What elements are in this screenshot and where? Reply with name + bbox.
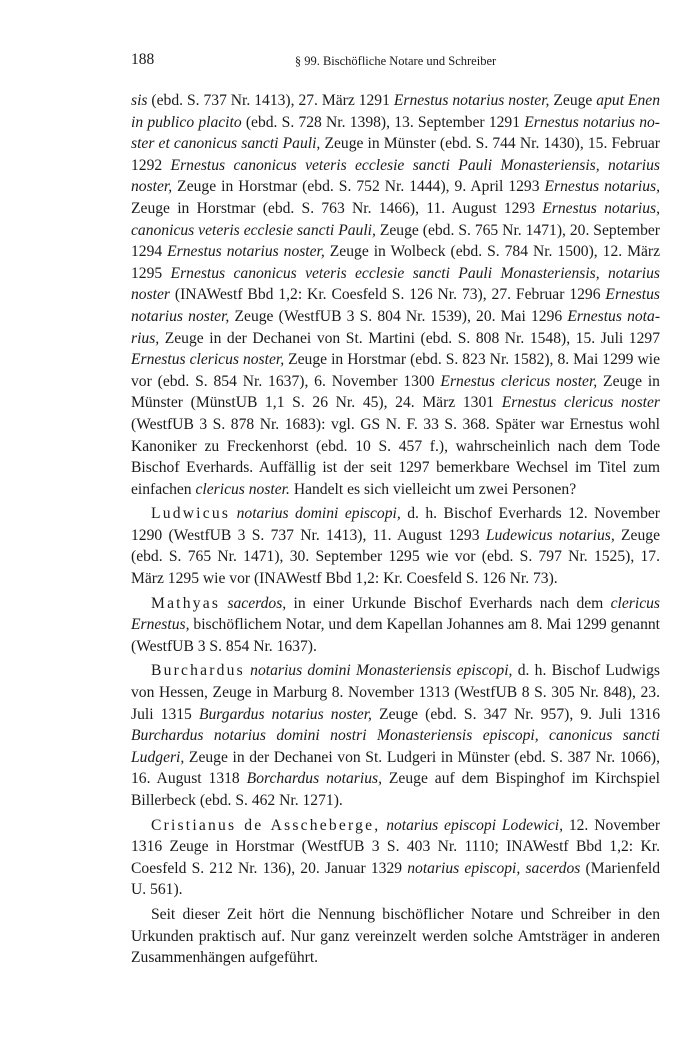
page-number: 188 <box>131 51 155 68</box>
italic-run: sis <box>131 92 148 109</box>
italic-run: Burchardus notarius domini nostri Monasteriensis episcopi, canonicus sancti Ludgeri, <box>131 727 660 766</box>
italic-run: Borchardus notarius, <box>246 770 382 788</box>
text-run: d. h. Bischof Everhards 12. November 1290 (WestfUB 3 S. 737 Nr. 1413), 11. August 1293 <box>131 505 660 544</box>
text-run: Zeuge in Horstmar (ebd. S. 752 Nr. 1444), 9. April 1293 <box>172 178 545 196</box>
italic-run: aput Enen in publico placito <box>131 92 660 131</box>
text-run: Zeuge in der Dechanei von St. Ludgeri in Münster (ebd. S. 387 Nr. 1066), 16. August 1318 <box>131 748 660 788</box>
person-name: Cristianus de Asscheberge, <box>151 816 381 834</box>
text-run: (ebd. S. 728 Nr. 1398), 13. September 1291 <box>241 113 525 131</box>
italic-run: Ludewicus notarius, <box>485 526 615 544</box>
text-run: Zeuge (ebd. S. 765 Nr. 1471), 20. September 1294 <box>131 221 660 261</box>
text-run: Zeuge in Horstmar (ebd. S. 823 Nr. 1582), 8. Mai 1299 wie vor (ebd. S. 854 Nr. 1637), 6. November 1300 <box>131 351 660 390</box>
italic-run: notarius domini Monasteriensis episcopi, <box>250 662 513 680</box>
person-name: Mathyas <box>151 594 221 612</box>
text-run: Zeuge (ebd. S. 765 Nr. 1471), 30. September 1295 wie vor (ebd. S. 797 Nr. 1525), 17. März 1295 wie vor (INAWestf Bbd 1,2: Kr. Coesfeld S. 126 Nr. 73). <box>131 526 660 588</box>
italic-run: Ernestus clericus noster <box>501 394 660 412</box>
text-run: (INAWestf Bbd 1,2: Kr. Coesfeld S. 126 Nr. 73), 27. Februar 1296 <box>169 286 606 304</box>
text-run: Zeuge in Horstmar (ebd. S. 763 Nr. 1466), 11. August 1293 <box>131 199 543 217</box>
text-run: Zeuge in Münster (MünstUB 1,1 S. 26 Nr. 45), 24. März 1301 <box>131 372 660 412</box>
text-run: 12. November 1316 Zeuge in Horstmar (WestfUB 3 S. 403 Nr. 1110; INAWestf Bbd 1,2: Kr. Coesfeld S. 212 Nr. 136), 20. Januar 1329 <box>131 816 661 877</box>
text-run: Zeuge in Wolbeck (ebd. S. 784 Nr. 1500), 12. März 1295 <box>131 243 660 282</box>
italic-run: sacerdos, <box>227 594 287 612</box>
italic-run: notarius episcopi, sacerdos <box>407 859 581 877</box>
text-run: Zeuge auf dem Bispinghof im Kirchspiel Billerbeck (ebd. S. 462 Nr. 1271). <box>131 770 660 809</box>
text-run: (WestfUB 3 S. 878 Nr. 1683): vgl. GS N. F. 33 S. 368. Später war Ernestus wohl Kanoniker zu Freckenhorst (ebd. 10 S. 457 f.), wahrscheinlich nach dem Tode Bischof Everhards. Auffällig ist der seit 1297 bemerkbare Wechsel im Titel zum einfachen <box>131 415 660 498</box>
text-run: (Marienfeld U. 561). <box>131 859 660 899</box>
paragraph <box>131 90 660 500</box>
text-run: Zeuge in der Dechanei von St. Martini (ebd. S. 808 Nr. 1548), 15. Juli 1297 <box>159 329 660 347</box>
italic-run: clericus Ernestus, <box>131 594 660 634</box>
paragraph <box>131 503 660 589</box>
italic-run: Ernestus notarius noster, <box>131 286 660 325</box>
italic-run: Ernestus notarius, <box>544 178 660 196</box>
text-run: (ebd. S. 737 Nr. 1413), 27. März 1291 <box>147 92 394 109</box>
paragraph <box>131 904 660 969</box>
italic-run: Ernestus notarius noster, <box>167 243 325 261</box>
running-head: § 99. Bischöfliche Notare und Schreiber <box>294 54 497 68</box>
paragraph <box>131 815 660 901</box>
italic-run: Ernestus clericus noster, <box>440 372 598 390</box>
text-run: Zeuge (WestfUB 3 S. 804 Nr. 1539), 20. Mai 1296 <box>229 307 568 325</box>
italic-run: notarius episcopi Lodewici, <box>386 816 563 834</box>
italic-run: Ernestus notarius noster et canonicus sancti Pauli, <box>131 113 660 153</box>
text-run: d. h. Bischof Ludwigs von Hessen, Zeuge in Marburg 8. November 1313 (WestfUB 8 S. 305 Nr. 848), 23. Juli 1315 <box>131 662 660 723</box>
italic-run: Ernestus clericus noster, <box>131 351 285 369</box>
text-run: Seit dieser Zeit hört die Nennung bischöflicher Notare und Schreiber in den Urkunden praktisch auf. Nur ganz vereinzelt werden solche Amtsträger in anderen Zusammenhängen aufgeführt. <box>131 905 660 967</box>
italic-run: Ernestus notarius, <box>131 307 661 347</box>
italic-run: Ernestus canonicus veteris ecclesie sancti Pauli Monasteriensis, notarius noster <box>131 264 660 304</box>
text-run: Zeuge in Münster (ebd. S. 744 Nr. 1430), 15. Februar 1292 <box>131 135 661 174</box>
person-name: Ludwicus <box>151 505 231 523</box>
body-text <box>131 90 660 972</box>
paragraph <box>131 593 660 658</box>
italic-run: Ernestus canonicus veteris ecclesie sancti Pauli Monasteriensis, notarius noster, <box>131 156 660 196</box>
paragraph <box>131 660 660 811</box>
text-run: Handelt es sich vielleicht um zwei Personen? <box>289 480 577 498</box>
italic-run: clericus noster. <box>195 480 290 498</box>
text-run: Zeuge (ebd. S. 347 Nr. 957), 9. Juli 1316 <box>371 705 661 723</box>
text-run: in einer Urkunde Bischof Everhards nach dem <box>286 594 611 612</box>
italic-run: Burgardus notarius noster, <box>198 705 372 723</box>
italic-run: Ernestus notarius noster, <box>393 92 550 109</box>
italic-run: notarius domini episcopi, <box>236 505 401 523</box>
text-run: bischöflichem Notar, und dem Kapellan Johannes am 8. Mai 1299 genannt (WestfUB 3 S. 854 Nr. 1637). <box>131 616 660 655</box>
italic-run: Ernestus notarius, canonicus veteris ecclesie sancti Pauli, <box>131 199 660 239</box>
person-name: Burchardus <box>151 662 245 680</box>
text-run: Zeuge <box>549 92 597 109</box>
